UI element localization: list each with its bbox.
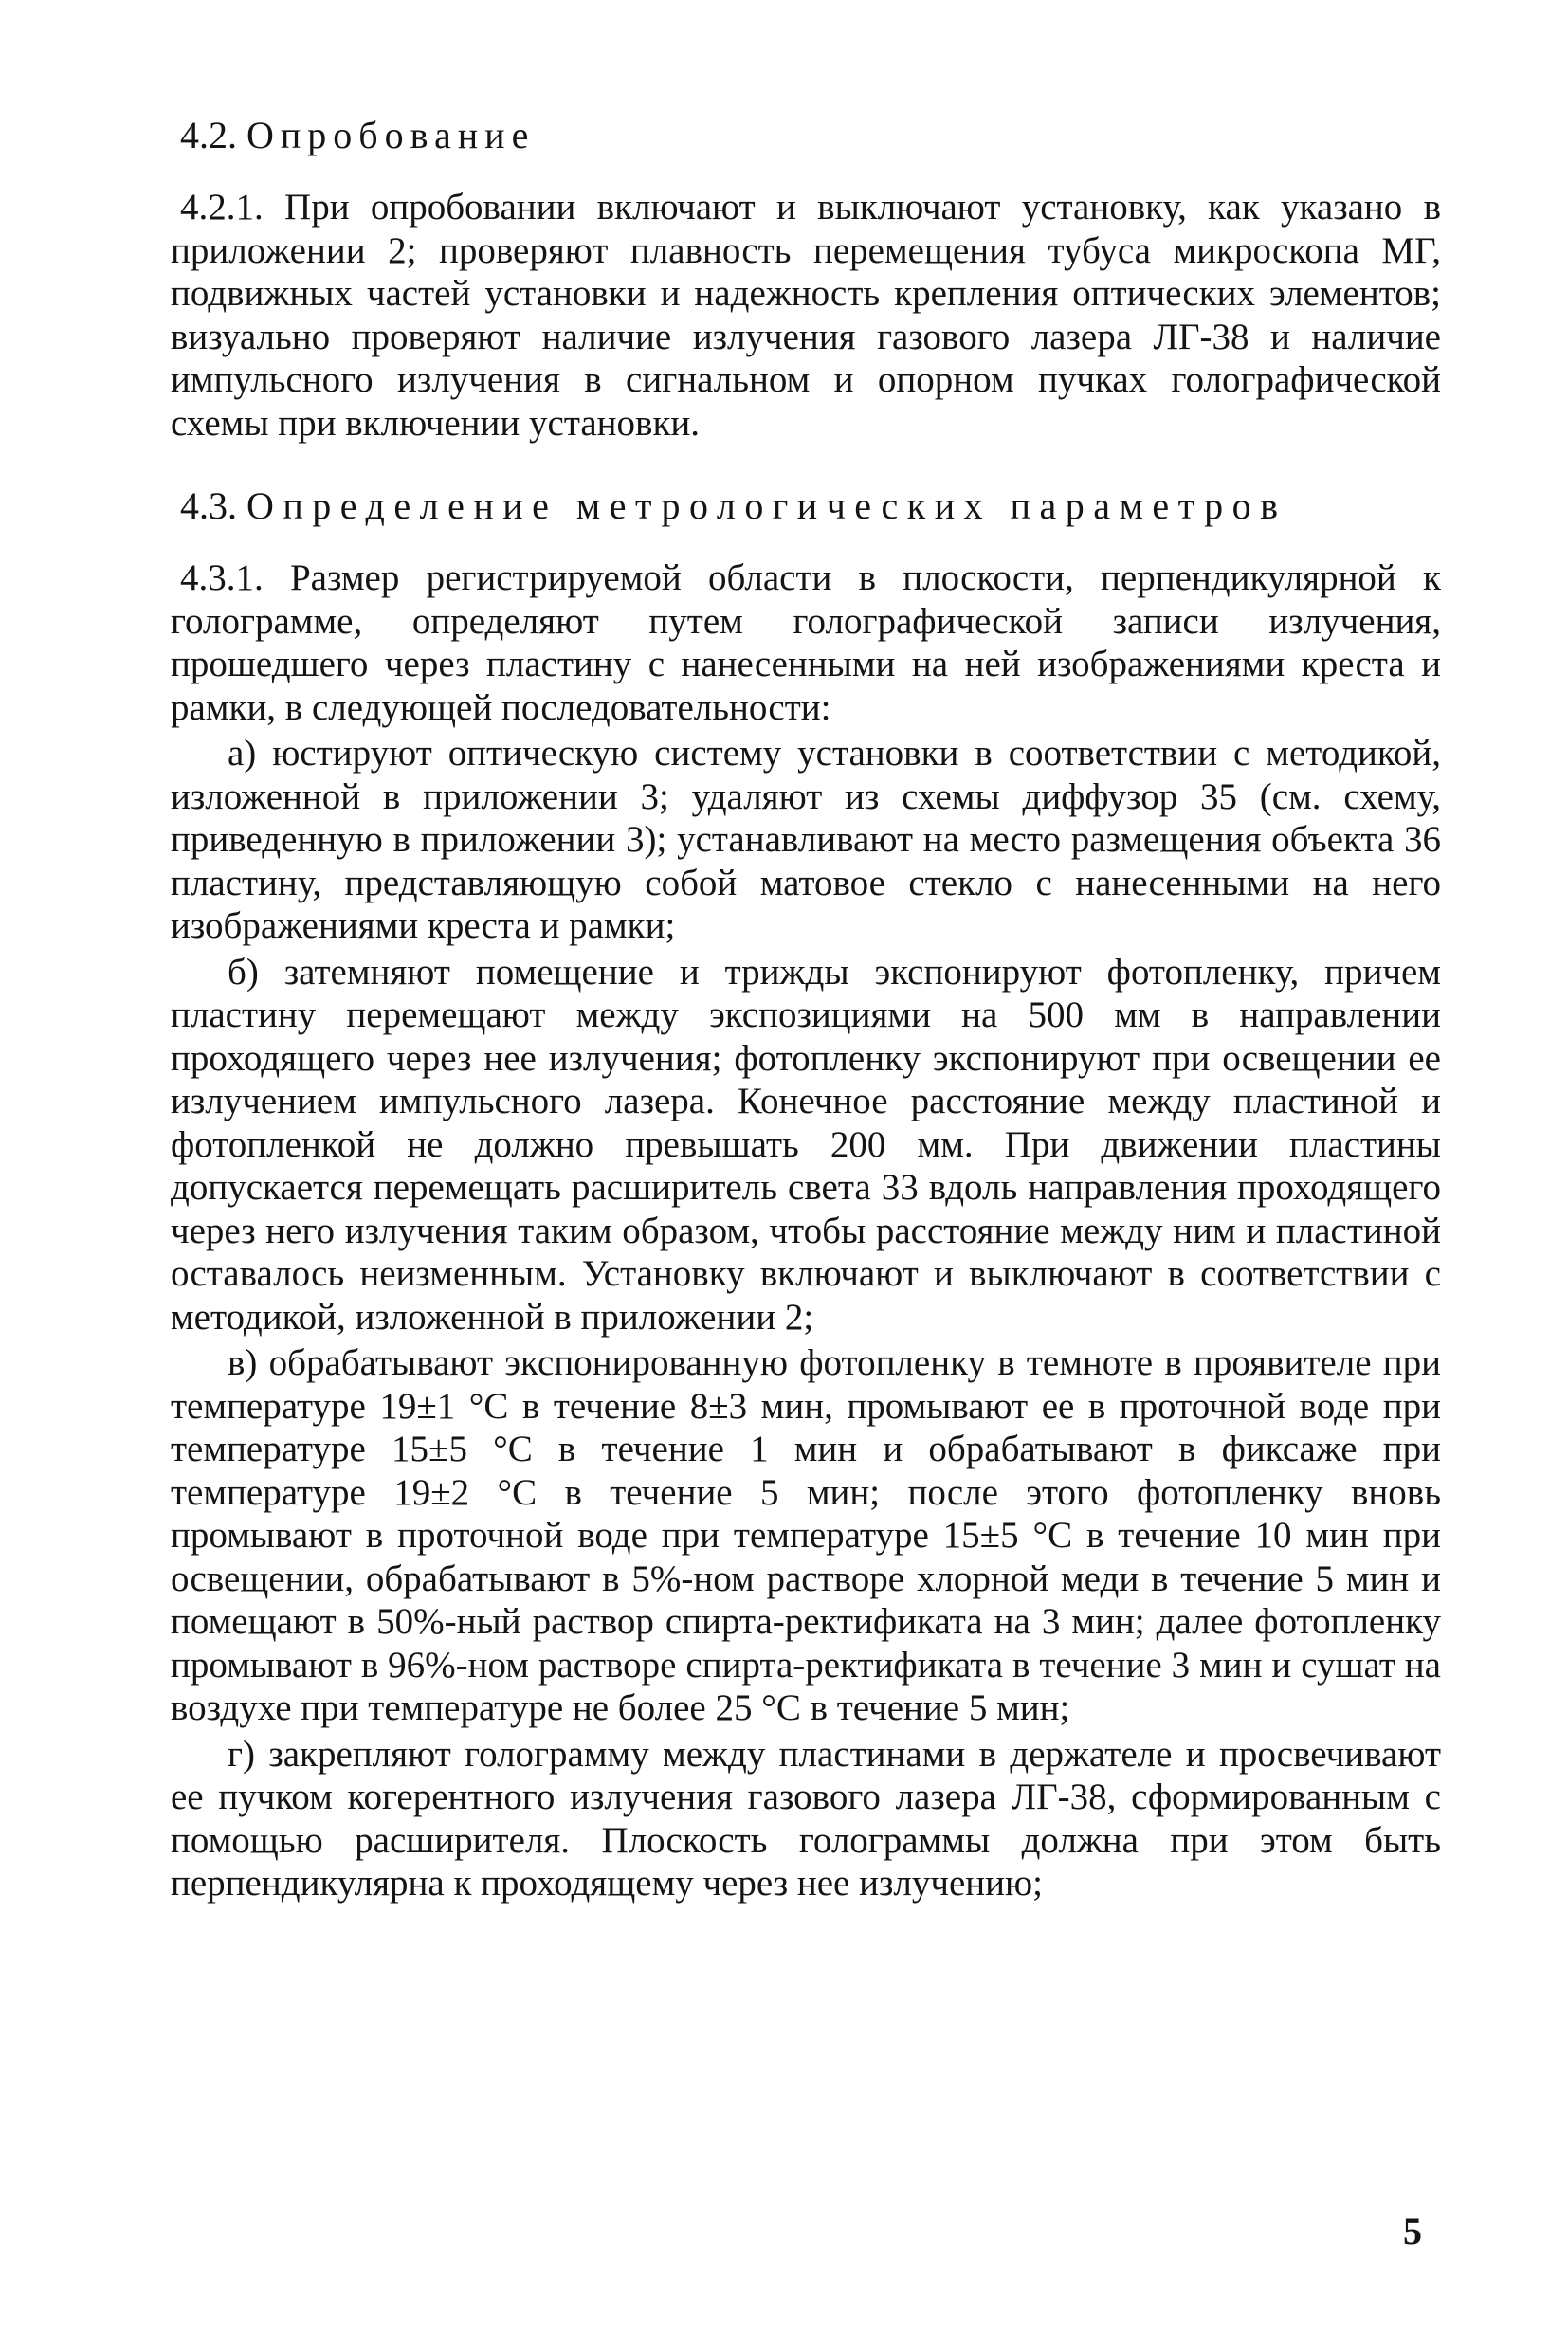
section-number: 4.2. — [180, 114, 237, 156]
list-item-v: в) обрабатывают экспонированную фотопленку в темноте в проявителе при температуре 19±1 °С в течение 8±3 мин, промывают ее в проточной воде при температуре 15±5 °С в течение 1 мин и обрабатывают в фиксаже при температуре 19±2 °С в течение 5 мин; после этого фотопленку вновь промывают в проточной воде при температуре 15±5 °С в течение 10 мин при освещении, обрабатывают в 5%-ном растворе хлорной меди в течение 5 мин и помещают в 50%-ный раствор спирта-ректификата на 3 мин; далее фотопленку промывают в 96%-ном растворе спирта-ректификата в течение 3 мин и сушат на воздухе при температуре не более 25 °С в течение 5 мин; — [171, 1342, 1441, 1728]
section-number: 4.3. — [180, 484, 237, 527]
list-item-a: а) юстируют оптическую систему установки в соответствии с методикой, изложенной в приложении 3; удаляют из схемы диффузор 35 (см. схему, приведенную в приложении 3); устанавливают на место размещения объекта 36 пластину, представляющую собой матовое стекло с нанесенными на него изображениями креста и рамки; — [171, 733, 1441, 946]
page-number: 5 — [1403, 2210, 1422, 2252]
section-title: Опробование — [246, 114, 536, 156]
section-title: Определение метрологических параметров — [246, 484, 1287, 527]
paragraph-4-2-1: 4.2.1. При опробовании включают и выключают установку, как указано в приложении 2; проверяют плавность перемещения тубуса микроскопа МГ, подвижных частей установки и надежность крепления оптических элементов; визуально проверяют наличие излучения газового лазера ЛГ-38 и наличие импульсного излучения в сигнальном и опорном пучках голографической схемы при включении установки. — [171, 187, 1441, 444]
list-item-g: г) закрепляют голограмму между пластинами в держателе и просвечивают ее пучком когерентного излучения газового лазера ЛГ-38, сформированным с помощью расширителя. Плоскость голограммы должна при этом быть перпендикулярна к проходящему через нее излучению; — [171, 1733, 1441, 1904]
list-item-b: б) затемняют помещение и трижды экспонируют фотопленку, причем пластину перемещают между экспозициями на 500 мм в направлении проходящего через нее излучения; фотопленку экспонируют при освещении ее излучением импульсного лазера. Конечное расстояние между пластиной и фотопленкой не должно превышать 200 мм. При движении пластины допускается перемещать расширитель света 33 вдоль направления проходящего через него излучения таким образом, чтобы расстояние между ним и пластиной оставалось неизменным. Установку включают и выключают в соответствии с методикой, изложенной в приложении 2; — [171, 951, 1441, 1338]
page-content — [171, 114, 1441, 1908]
paragraph-4-3-1: 4.3.1. Размер регистрируемой области в плоскости, перпендикулярной к голограмме, определяют путем голографической записи излучения, прошедшего через пластину с нанесенными на ней изображениями креста и рамки, в следующей последовательности: — [171, 557, 1441, 728]
section-heading-4-3 — [171, 484, 1441, 528]
section-heading-4-2 — [171, 114, 1441, 157]
